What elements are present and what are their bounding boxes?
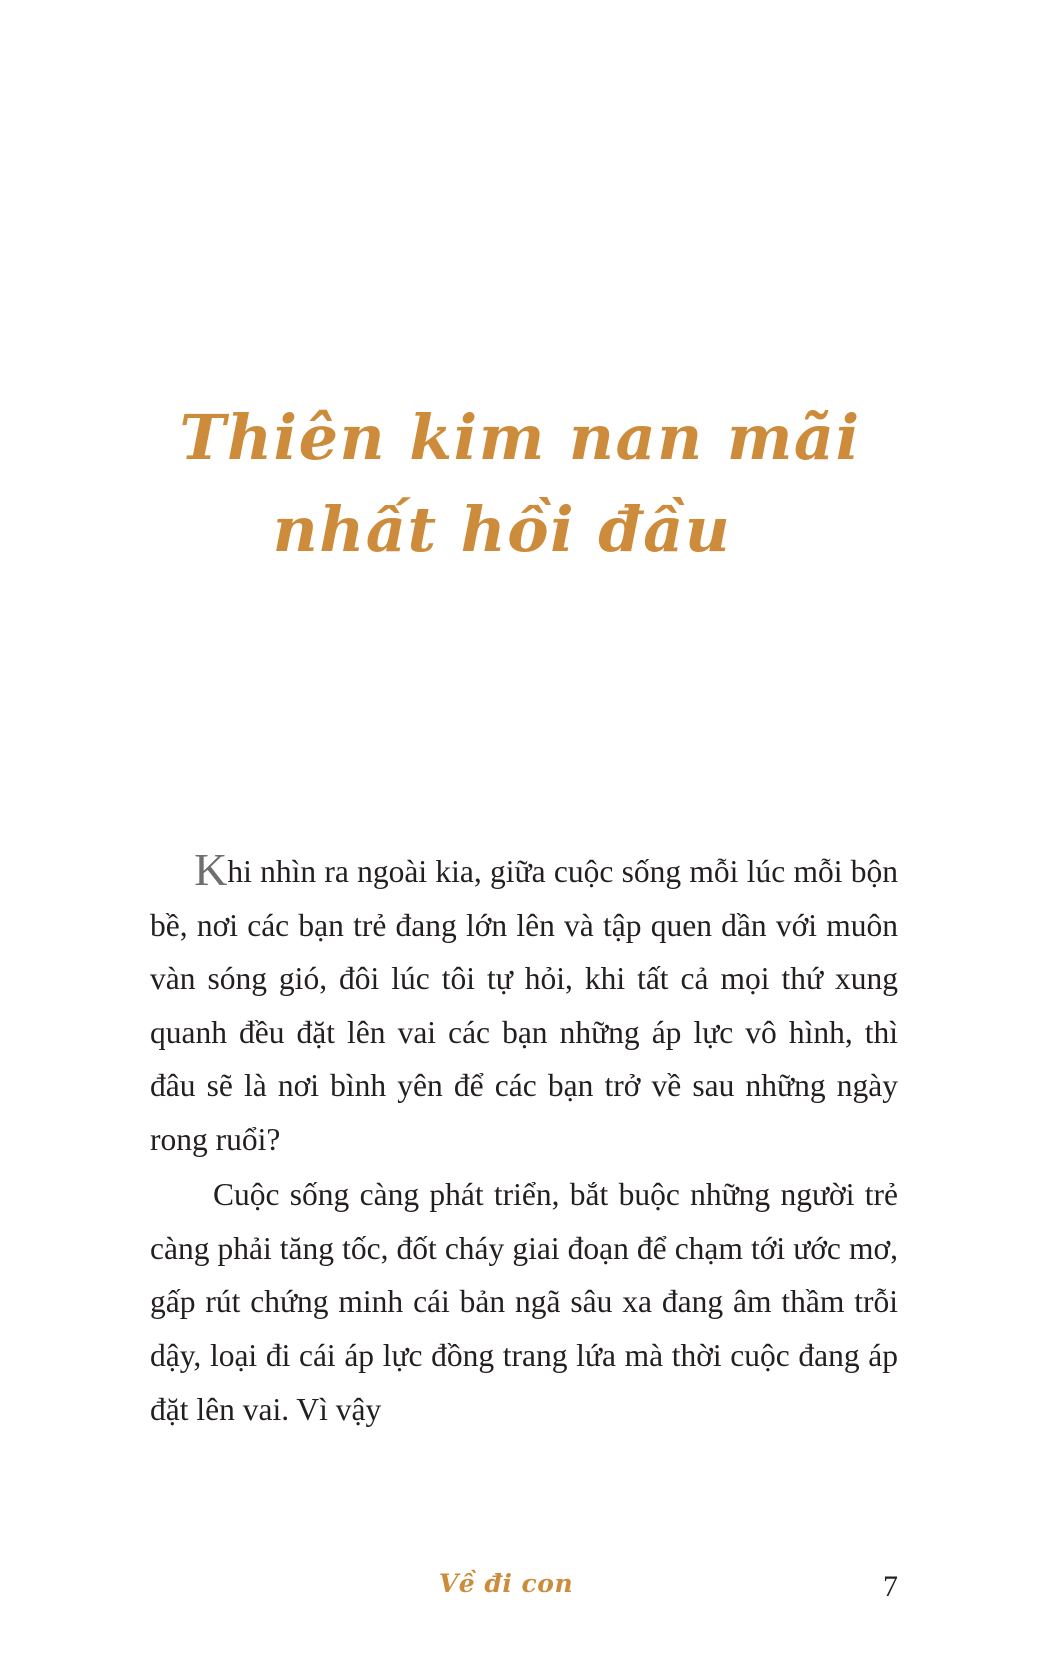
paragraph-1-text: hi nhìn ra ngoài kia, giữa cuộc sống mỗi lúc mỗi bộn bề, nơi các bạn trẻ đang lớn lên và tập quen dần với muôn vàn sóng gió, đôi lúc tôi tự hỏi, khi tất cả mọi thứ xung quanh đều đặt lên vai các bạn những áp lực vô hình, thì đâu sẽ là nơi bình yên để các bạn trở về sau những ngày rong ruổi?: [150, 854, 898, 1157]
chapter-title-line-1: Thiên kim nan mãi: [179, 401, 861, 474]
footer-book-title: Về đi con: [438, 1568, 574, 1598]
body-copy: [0, 845, 1048, 1436]
chapter-title-line-2: nhất hồi đầu: [272, 492, 732, 566]
page-number: 7: [883, 1570, 898, 1603]
chapter-title: [0, 392, 1048, 576]
paragraph-2: Cuộc sống càng phát triển, bắt buộc những người trẻ càng phải tăng tốc, đốt cháy giai đoạn để chạm tới ước mơ, gấp rút chứng minh cái bản ngã sâu xa đang âm thầm trỗi dậy, loại đi cái áp lực đồng trang lứa mà thời cuộc đang áp đặt lên vai. Vì vậy: [150, 1177, 898, 1427]
drop-cap: K: [194, 844, 228, 896]
paragraph-1: [150, 845, 898, 1166]
